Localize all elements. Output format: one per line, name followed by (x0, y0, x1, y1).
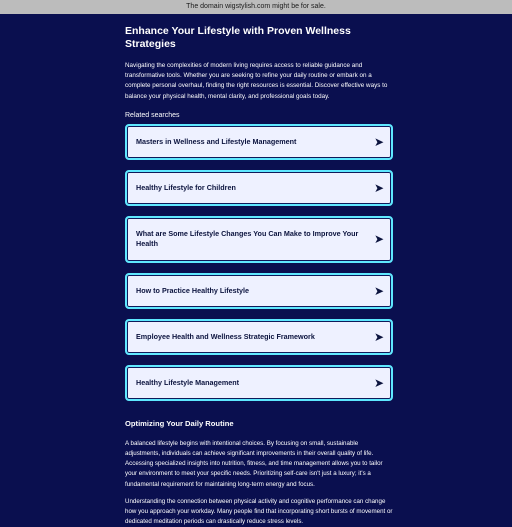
arrow-right-icon: ➤ (373, 232, 385, 247)
related-search-label: Healthy Lifestyle Management (136, 377, 240, 387)
related-search-link[interactable] (125, 216, 393, 263)
related-searches-heading: Related searches (125, 111, 180, 119)
arrow-right-icon: ➤ (373, 375, 385, 390)
arrow-right-icon: ➤ (373, 180, 385, 195)
domain-sale-text: The domain wigstylish.com might be for sale. (186, 3, 326, 10)
related-search-label: Masters in Wellness and Lifestyle Management (136, 136, 297, 146)
related-search-link[interactable] (125, 273, 393, 309)
page-title: Enhance Your Lifestyle with Proven Wellness Strategies (125, 25, 351, 50)
related-search-label: How to Practice Healthy Lifestyle (136, 285, 250, 295)
related-search-label: What are Some Lifestyle Changes You Can Make to Improve Your Health (136, 229, 359, 249)
related-search-link[interactable] (125, 365, 393, 401)
domain-sale-banner[interactable] (0, 0, 512, 14)
related-search-link[interactable] (125, 319, 393, 355)
arrow-right-icon: ➤ (373, 134, 385, 149)
body-paragraph: A balanced lifestyle begins with intentional choices. By focusing on small, sustainable adjustments, individuals can achieve significant improvements in their overall quality of life. Accessing specialized insights into nutrition, fitness, and time management allows you to tailor your environment to meet your specific needs. Prioritizing self-care isn't just a luxury; it's a fundamental requirement for maintaining long-term energy and focus. (125, 439, 383, 488)
section-title: Optimizing Your Daily Routine (125, 418, 234, 428)
related-search-link[interactable] (125, 124, 393, 160)
main-content (125, 25, 393, 527)
intro-paragraph: Navigating the complexities of modern living requires access to reliable guidance and transformative tools. Whether you are seeking to refine your daily routine or embark on a complete personal overhaul, finding the right resources is essential. Discover effective ways to balance your physical health, mental clarity, and professional goals today. (125, 62, 388, 100)
arrow-right-icon: ➤ (373, 329, 385, 344)
related-search-label: Employee Health and Wellness Strategic Framework (136, 331, 315, 341)
arrow-right-icon: ➤ (373, 283, 385, 298)
related-search-label: Healthy Lifestyle for Children (136, 182, 236, 192)
related-searches-list (125, 124, 393, 401)
related-search-link[interactable] (125, 170, 393, 206)
body-paragraph: Understanding the connection between physical activity and cognitive performance can change how you approach your workday. Many people find that incorporating short bursts of movement or dedicated meditation periods can drastically reduce stress levels. (125, 497, 393, 526)
